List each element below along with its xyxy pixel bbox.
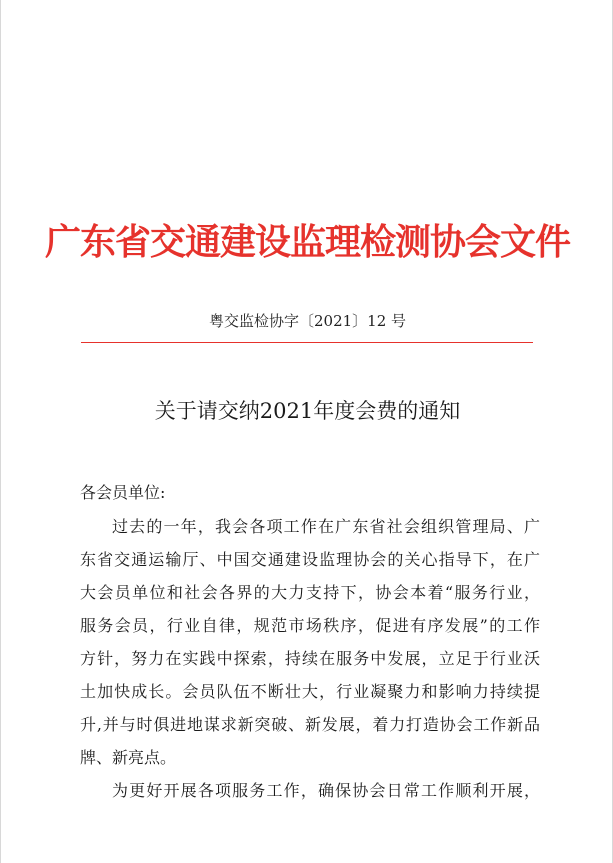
body-line-3: 大会员单位和社会各界的大力支持下，协会本着“服务行业， — [80, 583, 540, 602]
body-line-1: 过去的一年，我会各项工作在广东省社会组织管理局、广 — [112, 517, 540, 536]
body-line-5: 方针，努力在实践中探索，持续在服务中发展，立足于行业沃 — [80, 649, 540, 668]
body-line-6: 土加快成长。会员队伍不断壮大，行业凝聚力和影响力持续提 — [80, 682, 540, 701]
body-line-2: 东省交通运输厅、中国交通建设监理协会的关心指导下，在广 — [80, 550, 540, 569]
issuer-header-title: 广东省交通建设监理检测协会文件 — [44, 221, 570, 263]
body-line-7: 升,并与时俱进地谋求新突破、新发展，着力打造协会工作新品 — [80, 715, 540, 734]
notice-title: 关于请交纳2021年度会费的通知 — [154, 399, 461, 423]
body-line-4: 服务会员，行业自律，规范市场秩序，促进有序发展”的工作 — [80, 616, 540, 635]
red-divider-line — [81, 342, 533, 343]
body-line-8: 牌、新亮点。 — [80, 748, 177, 767]
body-line-9: 为更好开展各项服务工作，确保协会日常工作顺利开展， — [112, 781, 540, 800]
document-number: 粤交监检协字〔2021〕12 号 — [208, 312, 407, 330]
salutation: 各会员单位: — [80, 483, 166, 502]
